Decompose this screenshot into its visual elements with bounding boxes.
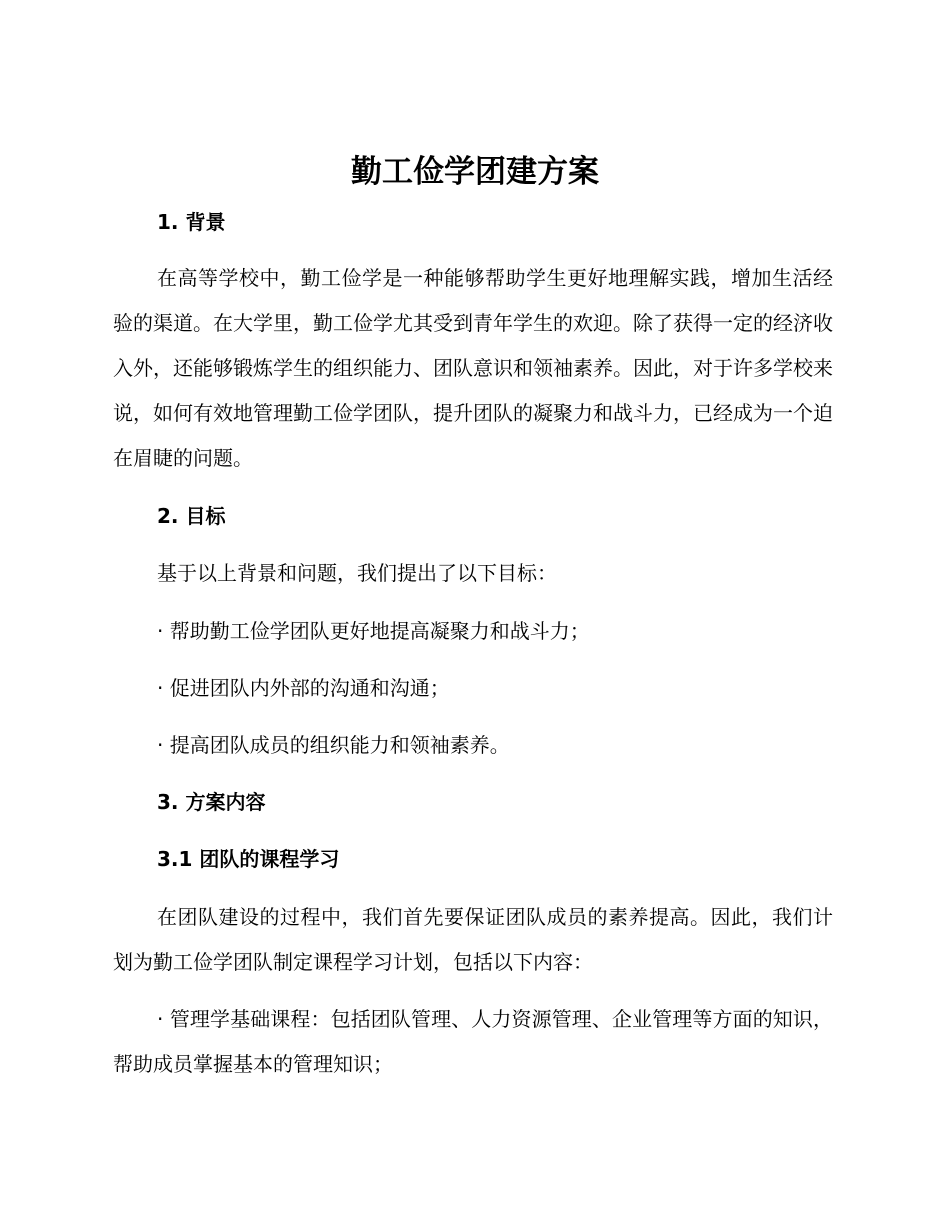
subsection-heading-course-learning: 3.1 团队的课程学习 [157,847,340,871]
section-heading-plan-content: 3. 方案内容 [157,790,266,814]
goal-item: · 帮助勤工俭学团队更好地提高凝聚力和战斗力； [157,619,590,643]
section-heading-goals: 2. 目标 [157,504,226,528]
goal-item: · 提高团队成员的组织能力和领袖素养。 [157,733,510,757]
section-heading-background: 1. 背景 [157,210,226,234]
course-item: · 管理学基础课程：包括团队管理、人力资源管理、企业管理等方面的知识，帮助成员掌握基本的管理知识； [113,1007,833,1076]
background-paragraph: 在高等学校中，勤工俭学是一种能够帮助学生更好地理解实践，增加生活经验的渠道。在大学里，勤工俭学尤其受到青年学生的欢迎。除了获得一定的经济收入外，还能够锻炼学生的组织能力、团队意识和领袖素养。因此，对于许多学校来说，如何有效地管理勤工俭学团队，提升团队的凝聚力和战斗力，已经成为一个迫在眉睫的问题。 [113,266,833,470]
document-title: 勤工俭学团建方案 [351,154,599,190]
goal-item: · 促进团队内外部的沟通和沟通； [157,676,450,700]
course-learning-paragraph: 在团队建设的过程中，我们首先要保证团队成员的素养提高。因此，我们计划为勤工俭学团队制定课程学习计划，包括以下内容： [113,905,833,974]
goals-intro: 基于以上背景和问题，我们提出了以下目标： [157,561,557,585]
